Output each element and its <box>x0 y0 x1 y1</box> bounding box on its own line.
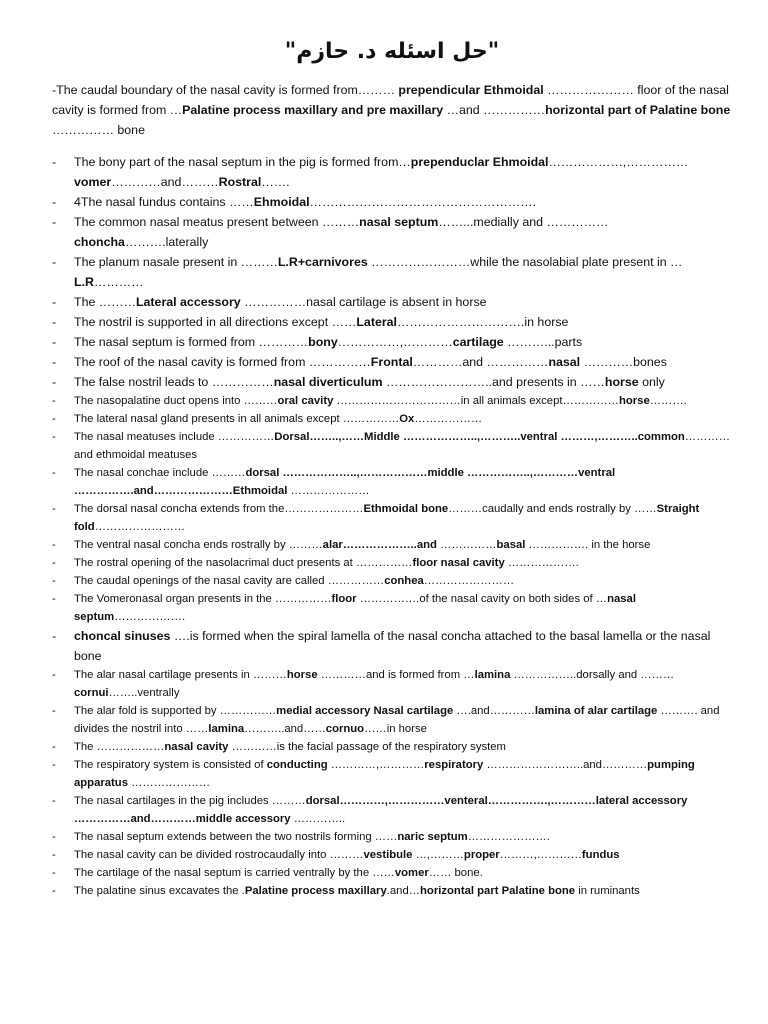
question-item <box>52 792 732 828</box>
question-text: ………. <box>649 395 687 407</box>
question-text: The nasal septum extends between the two nostrils forming …… <box>74 831 398 843</box>
question-text: The caudal openings of the nasal cavity are called …………… <box>74 575 385 587</box>
answer-text: lamina <box>208 723 245 735</box>
question-item <box>52 828 732 846</box>
answer-text: prependicular Ethmoidal <box>398 83 544 97</box>
answer-text: horse <box>618 395 650 407</box>
question-item <box>52 536 732 554</box>
question-text: ………………… floor of the nasal cavity is formed from … <box>52 83 729 117</box>
question-text: The alar fold is supported by …………… <box>74 705 277 717</box>
answer-text: prependuclar Ehmoidal <box>410 155 549 169</box>
question-text: The planum nasale present in ……… <box>74 255 278 269</box>
question-text: The Vomeronasal organ presents in the …………… <box>74 593 332 605</box>
question-item <box>52 392 732 410</box>
question-item <box>52 626 732 666</box>
question-text: ………… <box>93 275 144 289</box>
answer-text: nasal <box>548 355 581 369</box>
answer-text: lamina <box>474 669 511 681</box>
answer-text: cornuo <box>325 723 365 735</box>
question-text: ……...medially and …………… <box>438 215 609 229</box>
question-text: ……in horse <box>364 723 427 735</box>
question-text: ……………………………in all animals except…………… <box>333 395 619 407</box>
question-item <box>52 312 732 332</box>
question-text: ……………nasal cartilage is absent in horse <box>240 295 487 309</box>
question-text: ………….. <box>290 813 346 825</box>
answer-text: pumping apparatus <box>74 759 695 789</box>
question-text: …………and …………… <box>412 355 549 369</box>
intro-paragraph <box>52 80 732 140</box>
answer-text: floor nasal cavity <box>412 557 505 569</box>
question-text: ………,………… <box>499 849 582 861</box>
answer-text: oral cavity <box>277 395 334 407</box>
answer-text: Frontal <box>370 355 413 369</box>
question-item <box>52 152 732 192</box>
question-item <box>52 572 732 590</box>
question-text: …,……… <box>412 849 464 861</box>
question-item <box>52 292 732 312</box>
answer-text: Rostral <box>218 175 262 189</box>
answer-text: Palatine process maxillary <box>244 885 387 897</box>
answer-text: Lateral <box>356 315 397 329</box>
answer-text: vestibule <box>363 849 413 861</box>
question-text: The cartilage of the nasal septum is carried ventrally by the …… <box>74 867 395 879</box>
answer-text: floor <box>331 593 357 605</box>
question-text: ………………… <box>287 485 370 497</box>
answer-text: horizontal part Palatine bone <box>420 885 576 897</box>
question-item <box>52 882 732 900</box>
question-item <box>52 372 732 392</box>
answer-text: basal <box>496 539 526 551</box>
question-text: .and… <box>386 885 421 897</box>
answer-text: respiratory <box>424 759 484 771</box>
question-text: ………………,…………… <box>548 155 689 169</box>
answer-text: bony <box>308 335 338 349</box>
question-text: The bony part of the nasal septum in the pig is formed from… <box>74 155 411 169</box>
question-text: …………and……… <box>111 175 219 189</box>
question-text: The nasal cartilages in the pig includes ……… <box>74 795 306 807</box>
answer-text: nasal cavity <box>164 741 229 753</box>
question-text: The nasal septum is formed from ………… <box>74 335 309 349</box>
question-text: ………..and…… <box>244 723 326 735</box>
question-text: ………………………………………………. <box>309 195 537 209</box>
answer-text: Dorsal……..,……Middle ………………..,………..ventral ………,………..common <box>274 431 685 443</box>
answer-text: L.R+carnivores <box>277 255 368 269</box>
question-text: …………….of the nasal cavity on both sides of … <box>356 593 608 605</box>
question-text: ………. and divides the nostril into …… <box>74 705 720 735</box>
question-item <box>52 846 732 864</box>
question-text: ……………. in the horse <box>525 539 651 551</box>
answer-text: nasal septum <box>359 215 439 229</box>
question-item <box>52 500 732 536</box>
question-text: ……………………..and presents in …… <box>382 375 605 389</box>
question-text: ………………. <box>114 611 186 623</box>
answer-text: cartilage <box>452 335 504 349</box>
question-text: The ……… <box>74 295 136 309</box>
answer-text: vomer <box>74 175 112 189</box>
question-text: ……………………..and………… <box>483 759 648 771</box>
question-item <box>52 702 732 738</box>
answer-text: medial accessory Nasal cartilage <box>276 705 454 717</box>
question-item <box>52 192 732 212</box>
question-text: …………is the facial passage of the respiratory system <box>228 741 506 753</box>
answer-text: cornui <box>74 687 109 699</box>
question-text: ……..ventrally <box>108 687 180 699</box>
question-item <box>52 212 732 252</box>
question-text: The common nasal meatus present between ……… <box>74 215 360 229</box>
question-text: ……….laterally <box>124 235 209 249</box>
answer-text: conducting <box>266 759 328 771</box>
question-text: The respiratory system is consisted of <box>74 759 267 771</box>
question-item <box>52 756 732 792</box>
question-text: The false nostril leads to …………… <box>74 375 274 389</box>
question-text: The ……………… <box>74 741 165 753</box>
question-item <box>52 464 732 500</box>
question-text: The roof of the nasal cavity is formed from …………… <box>74 355 371 369</box>
question-text: …………bones <box>580 355 667 369</box>
answer-text: dorsal ………………..,………………middle ……………..,…………ventral …………….and…………………Ethmoidal <box>74 467 616 497</box>
question-text: ………………. <box>504 557 579 569</box>
question-text: …………… bone <box>52 123 145 137</box>
question-item <box>52 410 732 428</box>
answer-text: nasal septum <box>74 593 636 623</box>
question-item <box>52 590 732 626</box>
question-text: …………………… <box>423 575 515 587</box>
answer-text: Lateral accessory <box>135 295 241 309</box>
question-text: The nasal meatuses include …………… <box>74 431 275 443</box>
question-text: …and …………… <box>443 103 546 117</box>
question-text: The nostril is supported in all directions except …… <box>74 315 357 329</box>
question-text: …………,………… <box>327 759 425 771</box>
question-text: -The caudal boundary of the nasal cavity is formed from……… <box>52 83 399 97</box>
question-text: …………and is formed from … <box>317 669 475 681</box>
answer-text: dorsal…………,……………venteral…………….,…………lateral accessory ……………and…………middle accessory <box>74 795 688 825</box>
question-text: 4The nasal fundus contains …… <box>74 195 254 209</box>
answer-text: horse <box>604 375 639 389</box>
question-text: The dorsal nasal concha extends from the………………… <box>74 503 364 515</box>
answer-text: Ehmoidal <box>253 195 310 209</box>
question-text: ……………………while the nasolabial plate present in … <box>367 255 683 269</box>
question-text: ……. <box>261 175 290 189</box>
page-title: "حل اسئله د. حازم" <box>284 39 500 64</box>
question-text: …………and ethmoidal meatuses <box>74 431 730 461</box>
question-text: …… bone. <box>428 867 483 879</box>
question-text: ….is formed when the spiral lamella of the nasal concha attached to the basal lamella or the nasal bone <box>74 629 711 663</box>
question-text: …………………. <box>467 831 550 843</box>
answer-text: nasal diverticulum <box>273 375 383 389</box>
question-item <box>52 352 732 372</box>
question-item <box>52 864 732 882</box>
question-text: ………………………….in horse <box>397 315 569 329</box>
answer-text: choncha <box>74 235 125 249</box>
question-text: ….and………… <box>453 705 535 717</box>
question-text: ………………… <box>128 777 211 789</box>
question-item <box>52 332 732 352</box>
question-item <box>52 252 732 292</box>
question-text: …………………… <box>94 521 186 533</box>
answer-text: naric septum <box>397 831 468 843</box>
question-text: The rostral opening of the nasolacrimal duct presents at …………… <box>74 557 413 569</box>
answer-text: fundus <box>581 849 620 861</box>
answer-text: Straight fold <box>74 503 700 533</box>
answer-text: horizontal part of Palatine bone <box>545 103 731 117</box>
question-text: The ventral nasal concha ends rostrally by ……… <box>74 539 323 551</box>
question-text: ……………,………… <box>337 335 453 349</box>
question-text: The nasal cavity can be divided rostrocaudally into ……… <box>74 849 364 861</box>
question-item <box>52 428 732 464</box>
question-text: The palatine sinus excavates the . <box>74 885 245 897</box>
question-text: The nasal conchae include ……… <box>74 467 246 479</box>
question-text: ………caudally and ends rostrally by …… <box>448 503 657 515</box>
question-text: The nasopalatine duct opens into ……… <box>74 395 278 407</box>
answer-text: conhea <box>384 575 424 587</box>
question-text: ……………..dorsally and ……… <box>510 669 675 681</box>
question-text: The lateral nasal gland presents in all animals except …………… <box>74 413 400 425</box>
question-list <box>52 152 732 900</box>
answer-text: Ethmoidal bone <box>363 503 449 515</box>
question-item <box>52 738 732 756</box>
answer-text: horse <box>286 669 318 681</box>
question-text: The alar nasal cartilage presents in ……… <box>74 669 287 681</box>
question-item <box>52 666 732 702</box>
answer-text: proper <box>463 849 500 861</box>
answer-text: lamina of alar cartilage <box>534 705 658 717</box>
answer-text: vomer <box>394 867 429 879</box>
question-text: only <box>638 375 665 389</box>
answer-text: L.R <box>74 275 94 289</box>
question-text: ………...parts <box>503 335 583 349</box>
answer-text: choncal sinuses <box>74 629 171 643</box>
answer-text: Ox <box>399 413 415 425</box>
answer-text: alar………………..and <box>322 539 437 551</box>
question-text: …………… <box>436 539 497 551</box>
question-text: in ruminants <box>575 885 640 897</box>
question-text: ……………… <box>414 413 483 425</box>
question-item <box>52 554 732 572</box>
answer-text: Palatine process maxillary and pre maxillary <box>182 103 444 117</box>
